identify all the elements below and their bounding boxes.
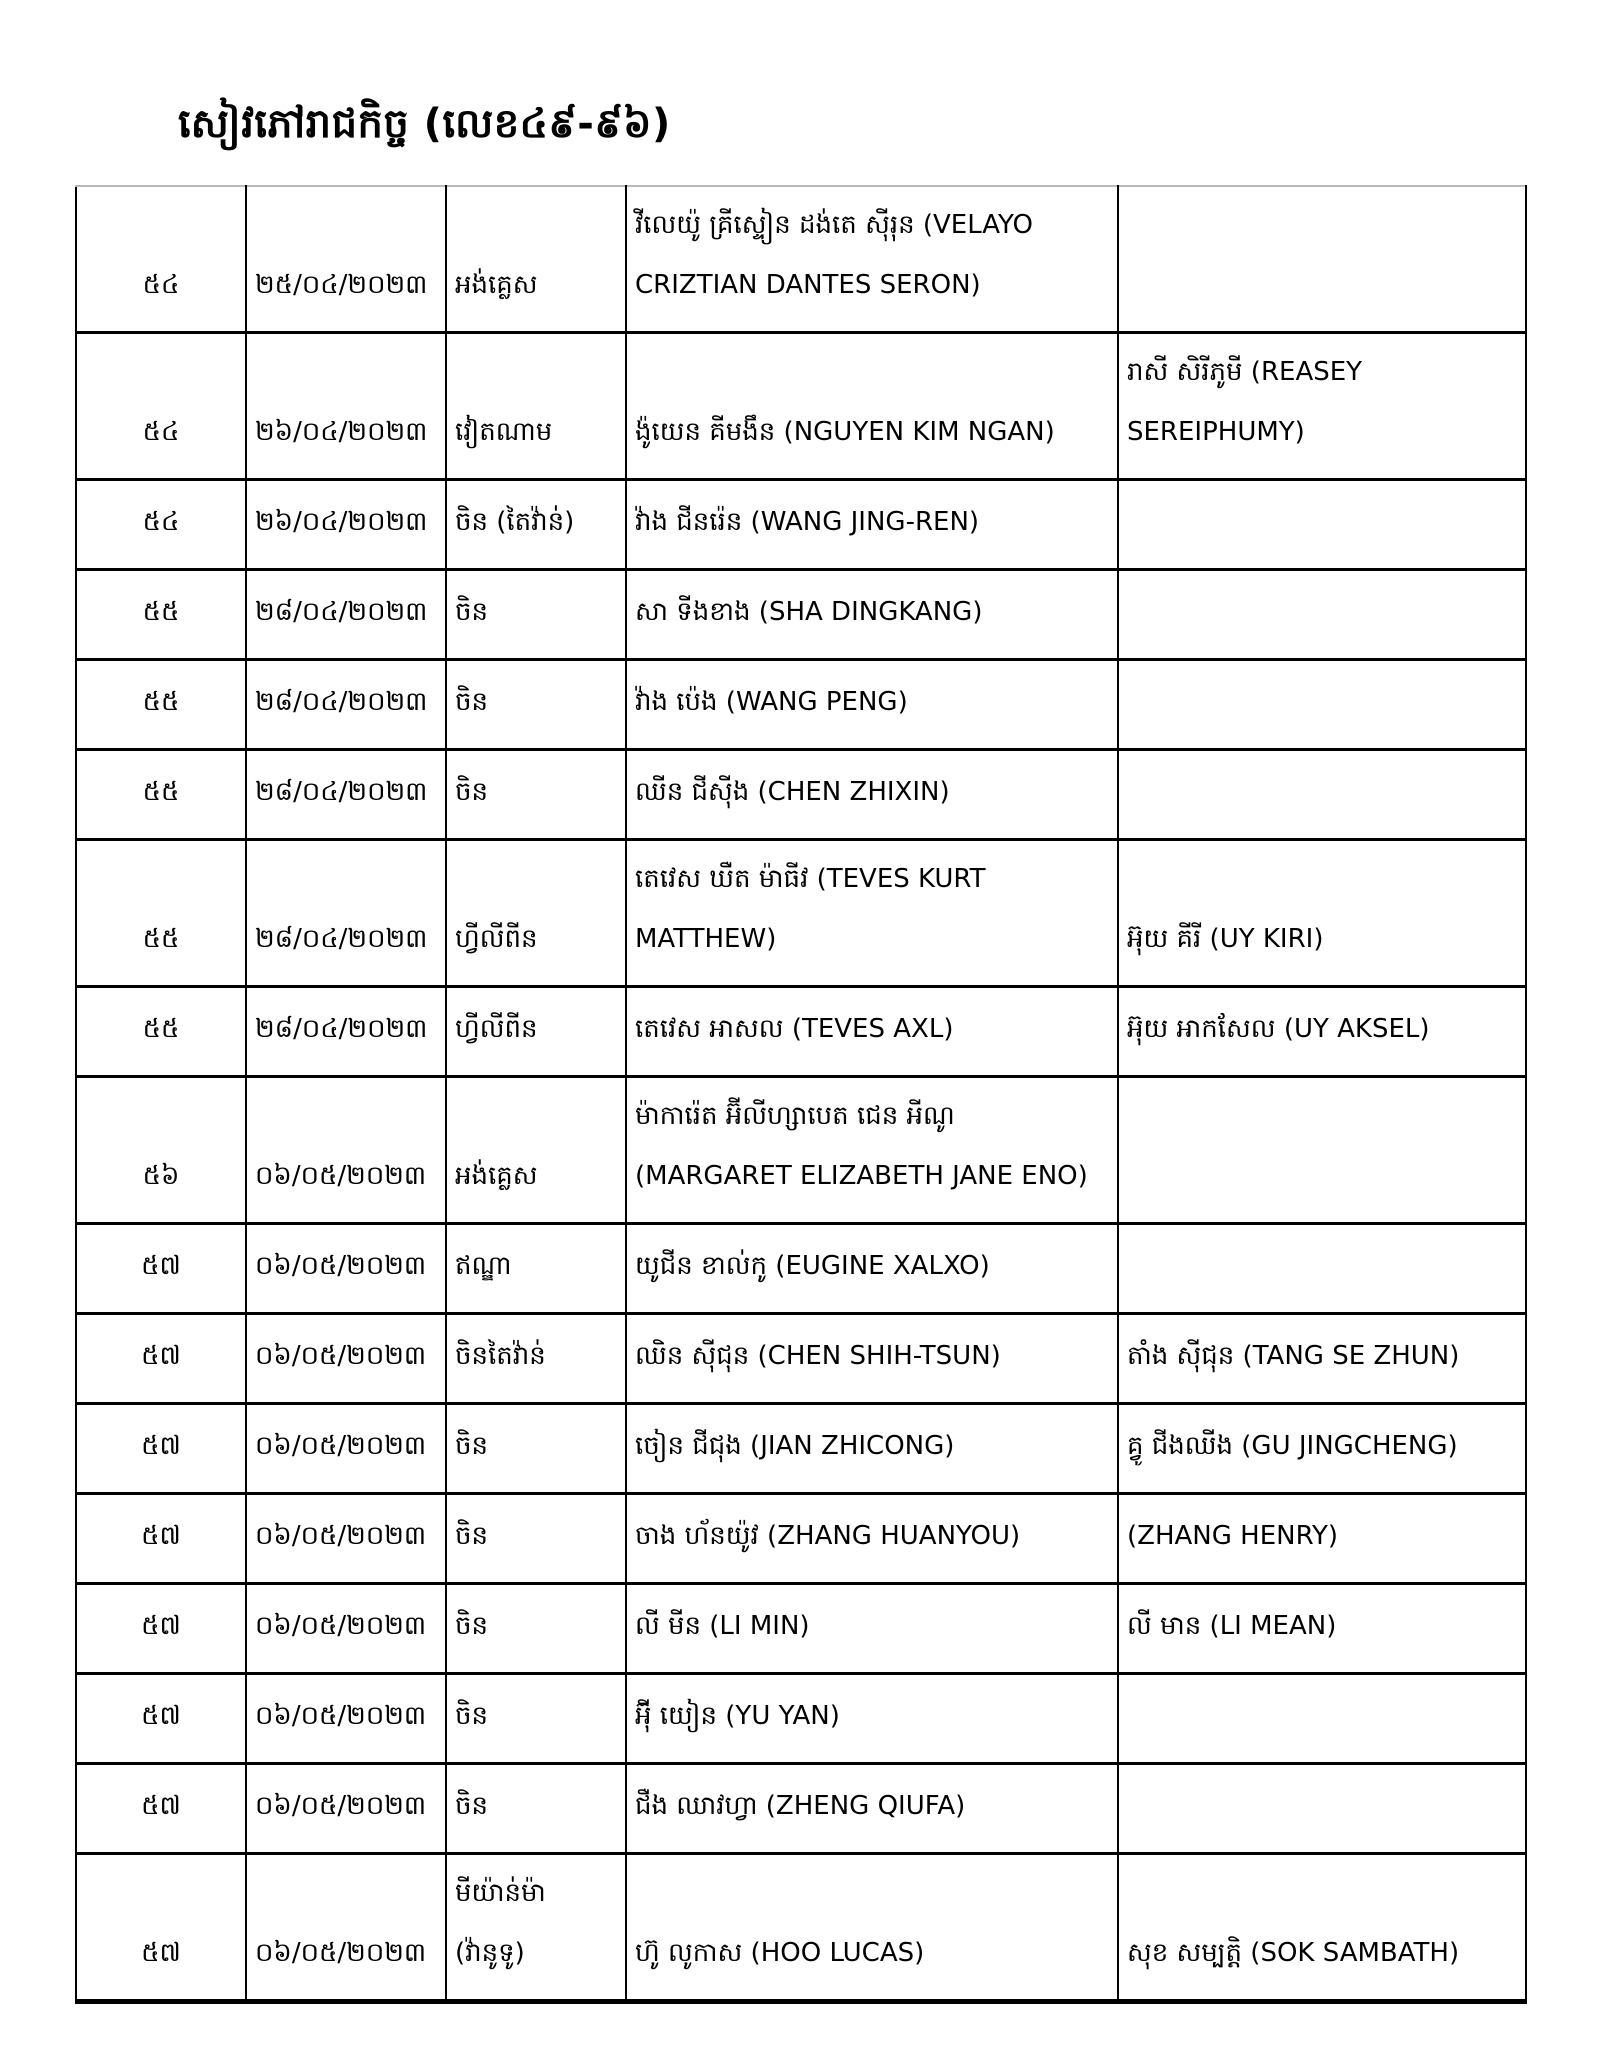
date-cell: ០៦/០៥/២០២៣ (246, 1224, 446, 1314)
name-cell: តេវេស អាសល (TEVES AXL) (626, 987, 1118, 1077)
nationality-cell: ចិន (446, 1584, 626, 1674)
table-row (76, 480, 1526, 570)
row-number-cell: ៥៥ (76, 987, 246, 1077)
date-cell: ០៦/០៥/២០២៣ (246, 1584, 446, 1674)
table-row (76, 1854, 1526, 2002)
row-number-cell: ៥៤ (76, 333, 246, 480)
date-cell: ២៨/០៤/២០២៣ (246, 570, 446, 660)
table-row (76, 1404, 1526, 1494)
table-row (76, 1494, 1526, 1584)
date-cell: ០៦/០៥/២០២៣ (246, 1764, 446, 1854)
gazette-table (75, 185, 1527, 2004)
nationality-cell: ហ្វីលីពីន (446, 987, 626, 1077)
name-cell: ចាង ហ័នយ៉ូវ (ZHANG HUANYOU) (626, 1494, 1118, 1584)
table-row (76, 186, 1526, 333)
table-row (76, 840, 1526, 987)
khmer-name-cell (1118, 570, 1526, 660)
date-cell: ២៦/០៤/២០២៣ (246, 333, 446, 480)
page-title: សៀវភៅរាជកិច្ច (លេខ៤៩-៩៦) (178, 101, 671, 147)
name-cell: វីលេយ៉ូ គ្រីស្ទៀន ដង់តេ ស៊ីរុន (VELAYO CRIZTIAN DANTES SERON) (626, 186, 1118, 333)
nationality-cell: ចិនតៃវ៉ាន់ (446, 1314, 626, 1404)
row-number-cell: ៥៥ (76, 840, 246, 987)
name-cell: វ៉ាង ប៉េង (WANG PENG) (626, 660, 1118, 750)
table-body (76, 186, 1526, 2002)
nationality-cell: ចិន (446, 750, 626, 840)
table-row (76, 1224, 1526, 1314)
khmer-name-cell: លី មាន (LI MEAN) (1118, 1584, 1526, 1674)
nationality-cell: វៀតណាម (446, 333, 626, 480)
name-cell: ឈីន ជីស៊ីង (CHEN ZHIXIN) (626, 750, 1118, 840)
date-cell: ០៦/០៥/២០២៣ (246, 1494, 446, 1584)
khmer-name-cell (1118, 480, 1526, 570)
row-number-cell: ៥៧ (76, 1314, 246, 1404)
row-number-cell: ៥៥ (76, 660, 246, 750)
khmer-name-cell (1118, 1764, 1526, 1854)
date-cell: ២៥/០៤/២០២៣ (246, 186, 446, 333)
date-cell: ២៨/០៤/២០២៣ (246, 660, 446, 750)
khmer-name-cell (1118, 1077, 1526, 1224)
khmer-name-cell (1118, 1674, 1526, 1764)
name-cell: តេវេស ឃឺត ម៉ាធីវ (TEVES KURT MATTHEW) (626, 840, 1118, 987)
nationality-cell: ហ្វីលីពីន (446, 840, 626, 987)
khmer-name-cell: រាសី សិរីភូមី (REASEY SEREIPHUMY) (1118, 333, 1526, 480)
date-cell: ០៦/០៥/២០២៣ (246, 1674, 446, 1764)
table-row (76, 660, 1526, 750)
table-row (76, 987, 1526, 1077)
nationality-cell: ចិន (446, 570, 626, 660)
name-cell: វ៉ាង ជីនរ៉េន (WANG JING-REN) (626, 480, 1118, 570)
nationality-cell: អង់គ្លេស (446, 1077, 626, 1224)
name-cell: ឈិន ស៊ីជុន (CHEN SHIH-TSUN) (626, 1314, 1118, 1404)
khmer-name-cell (1118, 186, 1526, 333)
nationality-cell: ឥណ្ឌា (446, 1224, 626, 1314)
nationality-cell: ចិន (តៃវ៉ាន់) (446, 480, 626, 570)
row-number-cell: ៥៧ (76, 1854, 246, 2002)
row-number-cell: ៥៧ (76, 1404, 246, 1494)
nationality-cell: ចិន (446, 660, 626, 750)
table-row (76, 1077, 1526, 1224)
date-cell: ០៦/០៥/២០២៣ (246, 1077, 446, 1224)
name-cell: សា ទីងខាង (SHA DINGKANG) (626, 570, 1118, 660)
name-cell: ង៉ូយេន គីមងឹន (NGUYEN KIM NGAN) (626, 333, 1118, 480)
khmer-name-cell (1118, 1224, 1526, 1314)
row-number-cell: ៥៥ (76, 750, 246, 840)
khmer-name-cell (1118, 660, 1526, 750)
date-cell: ០៦/០៥/២០២៣ (246, 1854, 446, 2002)
date-cell: ២៨/០៤/២០២៣ (246, 840, 446, 987)
date-cell: ២៨/០៤/២០២៣ (246, 987, 446, 1077)
khmer-name-cell: តាំង ស៊ីជុន (TANG SE ZHUN) (1118, 1314, 1526, 1404)
name-cell: អ៊ុី យៀន (YU YAN) (626, 1674, 1118, 1764)
row-number-cell: ៥៧ (76, 1674, 246, 1764)
table-row (76, 1314, 1526, 1404)
name-cell: ម៉ាការ៉េត អ៊ីលីហ្សាបេត ជេន អីណូ (MARGARET ELIZABETH JANE ENO) (626, 1077, 1118, 1224)
row-number-cell: ៥៧ (76, 1584, 246, 1674)
table-row (76, 1674, 1526, 1764)
khmer-name-cell: អ៊ុយ គីរី (UY KIRI) (1118, 840, 1526, 987)
table-row (76, 1764, 1526, 1854)
khmer-name-cell: (ZHANG HENRY) (1118, 1494, 1526, 1584)
name-cell: យូជីន ខាល់កូ (EUGINE XALXO) (626, 1224, 1118, 1314)
date-cell: ០៦/០៥/២០២៣ (246, 1404, 446, 1494)
nationality-cell: ចិន (446, 1764, 626, 1854)
name-cell: ជឺង ឈាវហ្វា (ZHENG QIUFA) (626, 1764, 1118, 1854)
khmer-name-cell (1118, 750, 1526, 840)
name-cell: ចៀន ជីជុង (JIAN ZHICONG) (626, 1404, 1118, 1494)
nationality-cell: ចិន (446, 1494, 626, 1584)
row-number-cell: ៥៤ (76, 186, 246, 333)
nationality-cell: ចិន (446, 1404, 626, 1494)
row-number-cell: ៥៧ (76, 1224, 246, 1314)
row-number-cell: ៥៧ (76, 1494, 246, 1584)
name-cell: ហ៊ូ លូកាស (HOO LUCAS) (626, 1854, 1118, 2002)
khmer-name-cell: គ្វូ ជីងឈីង (GU JINGCHENG) (1118, 1404, 1526, 1494)
table-row (76, 333, 1526, 480)
date-cell: ២៨/០៤/២០២៣ (246, 750, 446, 840)
date-cell: ២៦/០៤/២០២៣ (246, 480, 446, 570)
name-cell: លី មីន (LI MIN) (626, 1584, 1118, 1674)
date-cell: ០៦/០៥/២០២៣ (246, 1314, 446, 1404)
row-number-cell: ៥៤ (76, 480, 246, 570)
table-row (76, 750, 1526, 840)
khmer-name-cell: សុខ សម្បត្តិ (SOK SAMBATH) (1118, 1854, 1526, 2002)
table-row (76, 1584, 1526, 1674)
row-number-cell: ៥៥ (76, 570, 246, 660)
row-number-cell: ៥៧ (76, 1764, 246, 1854)
row-number-cell: ៥៦ (76, 1077, 246, 1224)
nationality-cell: អង់គ្លេស (446, 186, 626, 333)
khmer-name-cell: អ៊ុយ អាកសែល (UY AKSEL) (1118, 987, 1526, 1077)
nationality-cell: ចិន (446, 1674, 626, 1764)
nationality-cell: មីយ៉ាន់ម៉ា (វ៉ានូទូ) (446, 1854, 626, 2002)
table-row (76, 570, 1526, 660)
